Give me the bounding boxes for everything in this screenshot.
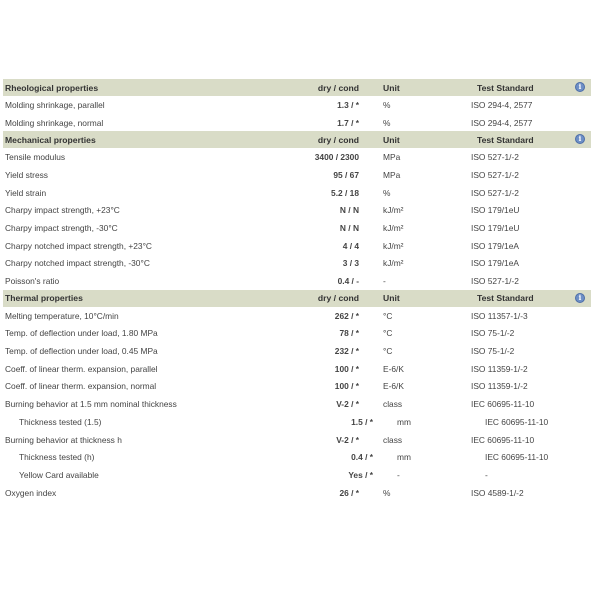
property-standard: IEC 60695-11-10: [471, 399, 535, 410]
info-icon[interactable]: i: [575, 293, 585, 303]
column-header-standard: Test Standard: [477, 82, 534, 93]
property-unit: -: [383, 276, 386, 287]
table-row: [3, 325, 591, 343]
property-unit: °C: [383, 310, 393, 321]
property-value: 100 / *: [334, 381, 359, 392]
property-value: V-2 / *: [336, 434, 359, 445]
property-name: Coeff. of linear therm. expansion, parallel: [5, 363, 158, 374]
table-row: [3, 413, 591, 431]
property-name: Charpy notched impact strength, +23°C: [5, 240, 152, 251]
section-title: Rheological properties: [5, 82, 99, 93]
property-unit: %: [383, 487, 391, 498]
property-unit: class: [383, 434, 403, 445]
property-value: 1.7 / *: [337, 117, 359, 128]
property-standard: ISO 11359-1/-2: [471, 363, 528, 374]
property-standard: ISO 75-1/-2: [471, 328, 515, 339]
column-header-unit: Unit: [383, 134, 400, 145]
property-unit: kJ/m²: [383, 240, 404, 251]
property-standard: ISO 527-1/-2: [471, 169, 519, 180]
column-header-standard: Test Standard: [477, 293, 534, 304]
property-unit: °C: [383, 346, 393, 357]
property-name: Poisson's ratio: [5, 276, 60, 287]
property-name: Charpy impact strength, +23°C: [5, 205, 120, 216]
property-value: V-2 / *: [336, 399, 359, 410]
property-name: Burning behavior at thickness h: [5, 434, 122, 445]
property-standard: -: [485, 469, 488, 480]
table-row: [3, 466, 591, 484]
section-mechanical-properties: [3, 131, 591, 290]
table-row: [3, 484, 591, 502]
property-name: Thickness tested (1.5): [19, 416, 102, 427]
property-unit: E-6/K: [383, 381, 404, 392]
column-header-unit: Unit: [383, 293, 400, 304]
property-standard: ISO 11357-1/-3: [471, 310, 528, 321]
property-unit: -: [397, 469, 400, 480]
property-standard: ISO 4589-1/-2: [471, 487, 524, 498]
property-value: N / N: [339, 205, 359, 216]
property-value: 26 / *: [339, 487, 359, 498]
property-standard: ISO 11359-1/-2: [471, 381, 528, 392]
property-name: Charpy impact strength, -30°C: [5, 222, 118, 233]
column-header-value: dry / cond: [317, 134, 359, 145]
section-title: Mechanical properties: [5, 134, 96, 145]
property-name: Burning behavior at 1.5 mm nominal thickness: [5, 399, 177, 410]
property-unit: kJ/m²: [383, 258, 404, 269]
property-value: 1.5 / *: [351, 416, 373, 427]
section-header: [3, 131, 591, 148]
property-unit: %: [383, 117, 391, 128]
table-row: [3, 201, 591, 219]
property-unit: E-6/K: [383, 363, 404, 374]
property-standard: IEC 60695-11-10: [471, 434, 535, 445]
property-standard: ISO 294-4, 2577: [471, 99, 533, 110]
property-value: 78 / *: [339, 328, 359, 339]
property-unit: mm: [397, 416, 411, 427]
property-value: 1.3 / *: [337, 99, 359, 110]
property-value: 5.2 / 18: [331, 187, 359, 198]
section-header: [3, 79, 591, 96]
property-sheet: [3, 79, 591, 501]
section-header: [3, 290, 591, 307]
property-unit: class: [383, 399, 403, 410]
section-thermal-properties: [3, 290, 591, 502]
table-row: [3, 96, 591, 114]
property-value: 0.4 / *: [351, 452, 373, 463]
property-unit: °C: [383, 328, 393, 339]
table-row: [3, 431, 591, 449]
property-value: 232 / *: [334, 346, 359, 357]
property-unit: mm: [397, 452, 411, 463]
property-standard: ISO 179/1eA: [471, 258, 519, 269]
property-standard: ISO 75-1/-2: [471, 346, 515, 357]
table-row: [3, 272, 591, 290]
property-name: Charpy notched impact strength, -30°C: [5, 258, 150, 269]
property-unit: kJ/m²: [383, 205, 404, 216]
column-header-unit: Unit: [383, 82, 400, 93]
property-value: N / N: [339, 222, 359, 233]
property-value: Yes / *: [348, 469, 373, 480]
property-value: 0.4 / -: [337, 276, 359, 287]
table-row: [3, 378, 591, 396]
property-name: Molding shrinkage, normal: [5, 117, 104, 128]
property-unit: MPa: [383, 169, 401, 180]
property-standard: IEC 60695-11-10: [485, 452, 549, 463]
property-value: 100 / *: [334, 363, 359, 374]
property-standard: ISO 527-1/-2: [471, 276, 519, 287]
table-row: [3, 166, 591, 184]
property-standard: ISO 179/1eU: [471, 205, 520, 216]
property-name: Temp. of deflection under load, 1.80 MPa: [5, 328, 158, 339]
section-rheological-properties: [3, 79, 591, 131]
column-header-value: dry / cond: [317, 293, 359, 304]
property-unit: MPa: [383, 152, 401, 163]
property-name: Yield stress: [5, 169, 48, 180]
property-name: Yellow Card available: [19, 469, 99, 480]
table-row: [3, 307, 591, 325]
property-value: 95 / 67: [333, 169, 359, 180]
property-standard: ISO 179/1eU: [471, 222, 520, 233]
table-row: [3, 219, 591, 237]
property-name: Yield strain: [5, 187, 47, 198]
table-row: [3, 237, 591, 255]
property-name: Coeff. of linear therm. expansion, normal: [5, 381, 157, 392]
property-value: 3400 / 2300: [314, 152, 359, 163]
property-name: Molding shrinkage, parallel: [5, 99, 105, 110]
property-unit: %: [383, 187, 391, 198]
property-standard: ISO 527-1/-2: [471, 187, 519, 198]
property-name: Thickness tested (h): [19, 452, 95, 463]
property-unit: %: [383, 99, 391, 110]
column-header-standard: Test Standard: [477, 134, 534, 145]
info-icon[interactable]: i: [575, 134, 585, 144]
property-value: 262 / *: [334, 310, 359, 321]
property-value: 4 / 4: [342, 240, 359, 251]
table-row: [3, 448, 591, 466]
table-row: [3, 114, 591, 132]
property-standard: ISO 179/1eA: [471, 240, 519, 251]
table-row: [3, 342, 591, 360]
table-row: [3, 395, 591, 413]
section-title: Thermal properties: [5, 293, 83, 304]
property-value: 3 / 3: [342, 258, 359, 269]
column-header-value: dry / cond: [317, 82, 359, 93]
info-icon[interactable]: i: [575, 82, 585, 92]
property-name: Tensile modulus: [5, 152, 66, 163]
property-standard: IEC 60695-11-10: [485, 416, 549, 427]
table-row: [3, 255, 591, 273]
property-name: Melting temperature, 10°C/min: [5, 310, 119, 321]
property-standard: ISO 527-1/-2: [471, 152, 519, 163]
property-name: Temp. of deflection under load, 0.45 MPa: [5, 346, 158, 357]
property-standard: ISO 294-4, 2577: [471, 117, 533, 128]
table-row: [3, 148, 591, 166]
property-unit: kJ/m²: [383, 222, 404, 233]
property-name: Oxygen index: [5, 487, 57, 498]
table-row: [3, 360, 591, 378]
table-row: [3, 184, 591, 202]
